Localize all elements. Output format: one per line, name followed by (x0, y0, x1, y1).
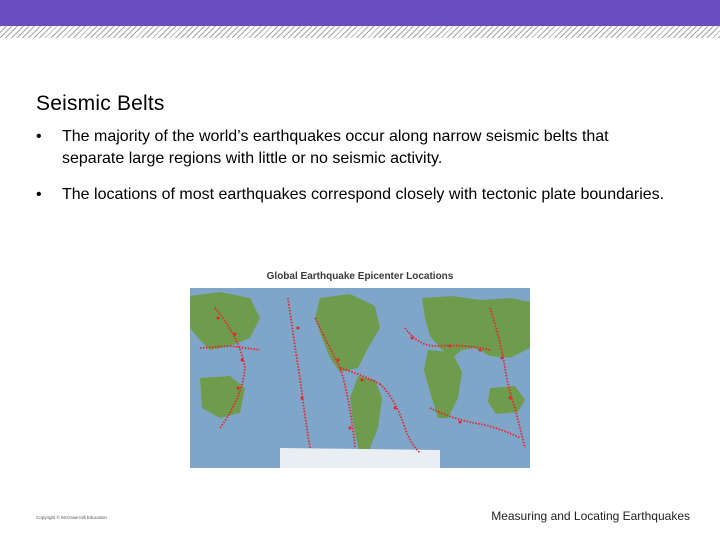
slide-title: Seismic Belts (36, 92, 165, 115)
bullet-text: The majority of the world’s earthquakes occur along narrow seismic belts that separate large regions with little or no seismic activity. (62, 128, 609, 167)
hatched-divider (0, 26, 720, 38)
world-map-image (190, 288, 530, 468)
bullet-text: The locations of most earthquakes correspond closely with tectonic plate boundaries. (62, 186, 665, 203)
bullet-item (36, 184, 666, 206)
slide-footer: Measuring and Locating Earthquakes (491, 509, 690, 523)
bullet-list (36, 126, 666, 220)
bullet-marker: • (36, 186, 42, 203)
bullet-marker: • (36, 128, 42, 145)
earthquake-epicenter-map (190, 288, 530, 468)
map-caption: Global Earthquake Epicenter Locations (266, 271, 454, 282)
bullet-item (36, 126, 666, 170)
copyright-notice: Copyright © McGraw-Hill Education (36, 515, 107, 520)
top-accent-band (0, 0, 720, 26)
